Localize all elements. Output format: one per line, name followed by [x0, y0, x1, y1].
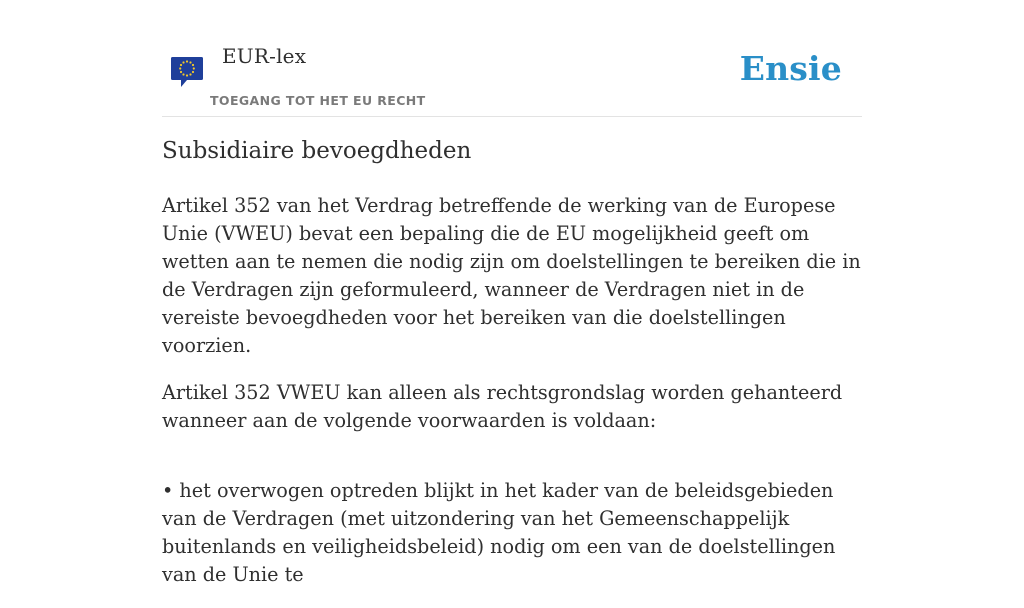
site-title[interactable]: EUR-lex — [222, 44, 307, 68]
eu-flag-speech-bubble-icon — [170, 56, 204, 88]
spacer — [162, 454, 862, 477]
list-item: • het overwogen optreden blijkt in het kader van de beleidsgebieden van de Verdragen (met uitzondering van het Gemeenschappelijk buitenlands en veiligheidsbeleid) nodig om een van de doelstellingen van de Unie te — [162, 479, 836, 586]
paragraph: Artikel 352 van het Verdrag betreffende de werking van de Europese Unie (VWEU) bevat een bepaling die de EU mogelijkheid geeft om wetten aan te nemen die nodig zijn om doelstellingen te bereiken die in de Verdragen zijn geformuleerd, wanneer de Verdragen niet in de vereiste bevoegdheden voor het bereiken van die doelstellingen voorzien. — [162, 194, 861, 357]
site-tagline: TOEGANG TOT HET EU RECHT — [210, 93, 426, 108]
article-body — [162, 192, 862, 608]
page — [162, 0, 862, 586]
ensie-brand-link[interactable]: Ensie — [739, 49, 842, 88]
paragraph: Artikel 352 VWEU kan alleen als rechtsgrondslag worden gehanteerd wanneer aan de volgende voorwaarden is voldaan: — [162, 381, 843, 432]
header — [162, 0, 862, 117]
page-title: Subsidiaire bevoegdheden — [162, 138, 472, 164]
